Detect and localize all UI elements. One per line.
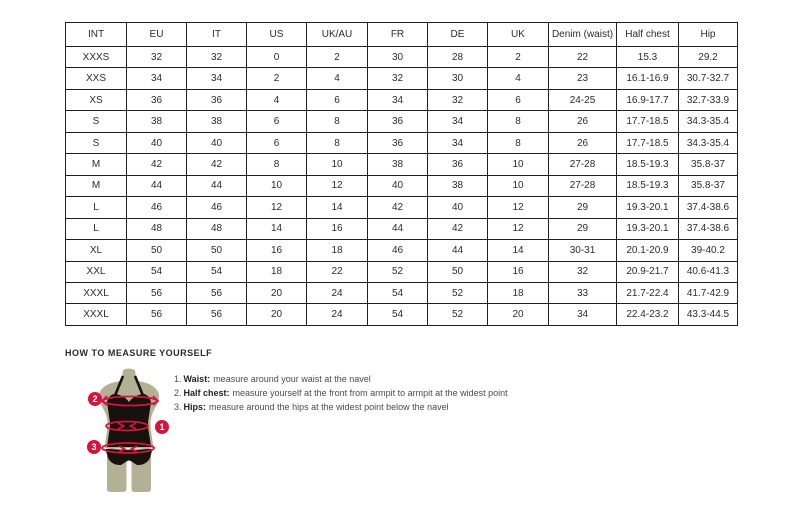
table-cell: 24 <box>307 282 368 303</box>
table-cell: 22 <box>307 261 368 282</box>
table-cell: 17.7-18.5 <box>617 132 679 153</box>
step-number: 2. <box>174 388 182 398</box>
table-row <box>66 261 738 282</box>
step-term: Hips: <box>183 402 207 412</box>
table-cell: 34 <box>127 68 187 89</box>
chest-badge-number: 2 <box>92 394 98 405</box>
table-cell: 18 <box>247 261 307 282</box>
table-cell: 50 <box>127 240 187 261</box>
table-cell: 22.4-23.2 <box>617 304 679 326</box>
table-cell: 0 <box>247 47 307 68</box>
table-row <box>66 47 738 68</box>
table-cell: 52 <box>428 282 488 303</box>
table-cell: 35.8-37 <box>679 154 738 175</box>
table-cell: 20 <box>488 304 549 326</box>
table-cell: S <box>66 111 127 132</box>
table-cell: 14 <box>488 240 549 261</box>
table-cell: 16.9-17.7 <box>617 89 679 110</box>
table-cell: 32.7-33.9 <box>679 89 738 110</box>
hips-badge-number: 3 <box>91 442 97 453</box>
table-cell: 19.3-20.1 <box>617 218 679 239</box>
mannequin-illustration <box>78 366 180 504</box>
table-cell: 23 <box>549 68 617 89</box>
table-cell: 48 <box>127 218 187 239</box>
table-cell: 34 <box>428 111 488 132</box>
step-term: Waist: <box>183 374 211 384</box>
table-cell: 30 <box>368 47 428 68</box>
table-cell: 43.3-44.5 <box>679 304 738 326</box>
table-cell: 24-25 <box>549 89 617 110</box>
table-cell: 19.3-20.1 <box>617 197 679 218</box>
table-cell: 6 <box>307 89 368 110</box>
table-cell: 40 <box>127 132 187 153</box>
table-cell: 17.7-18.5 <box>617 111 679 132</box>
column-header: EU <box>127 23 187 47</box>
table-cell: 40 <box>368 175 428 196</box>
table-cell: 54 <box>368 282 428 303</box>
table-cell: 20.1-20.9 <box>617 240 679 261</box>
measure-step-waist <box>174 375 508 384</box>
hip-seam-line <box>107 448 151 450</box>
table-cell: 27-28 <box>549 175 617 196</box>
table-cell: 6 <box>247 111 307 132</box>
table-cell: 42 <box>428 218 488 239</box>
table-cell: 38 <box>428 175 488 196</box>
table-cell: 42 <box>127 154 187 175</box>
table-cell: 8 <box>307 132 368 153</box>
table-row <box>66 154 738 175</box>
table-cell: 14 <box>247 218 307 239</box>
table-cell: 18.5-19.3 <box>617 175 679 196</box>
table-cell: 10 <box>488 175 549 196</box>
table-cell: 37.4-38.6 <box>679 197 738 218</box>
table-cell: 12 <box>488 197 549 218</box>
table-cell: 56 <box>187 282 247 303</box>
table-cell: 56 <box>127 304 187 326</box>
table-cell: 34 <box>549 304 617 326</box>
table-cell: 29.2 <box>679 47 738 68</box>
measure-step-hips <box>174 403 508 412</box>
column-header: UK <box>488 23 549 47</box>
table-row <box>66 89 738 110</box>
column-header: FR <box>368 23 428 47</box>
measure-step-half-chest <box>174 389 508 398</box>
table-cell: 33 <box>549 282 617 303</box>
table-cell: 26 <box>549 132 617 153</box>
table-cell: 4 <box>247 89 307 110</box>
table-cell: 46 <box>368 240 428 261</box>
table-cell: 26 <box>549 111 617 132</box>
table-cell: 36 <box>127 89 187 110</box>
table-cell: XXS <box>66 68 127 89</box>
table-cell: M <box>66 154 127 175</box>
table-cell: 36 <box>428 154 488 175</box>
table-cell: 20.9-21.7 <box>617 261 679 282</box>
table-cell: 10 <box>247 175 307 196</box>
table-cell: 35.8-37 <box>679 175 738 196</box>
table-cell: XXXL <box>66 282 127 303</box>
table-cell: 12 <box>488 218 549 239</box>
table-cell: 34 <box>187 68 247 89</box>
table-cell: M <box>66 175 127 196</box>
table-body <box>66 47 738 326</box>
table-cell: 27-28 <box>549 154 617 175</box>
table-cell: 8 <box>307 111 368 132</box>
table-cell: 18 <box>488 282 549 303</box>
column-header: Half chest <box>617 23 679 47</box>
table-cell: XXXS <box>66 47 127 68</box>
table-cell: 42 <box>187 154 247 175</box>
table-cell: 50 <box>428 261 488 282</box>
column-header: DE <box>428 23 488 47</box>
table-cell: 32 <box>549 261 617 282</box>
table-cell: 8 <box>488 111 549 132</box>
column-header: Denim (waist) <box>549 23 617 47</box>
table-cell: 46 <box>127 197 187 218</box>
table-cell: 44 <box>127 175 187 196</box>
table-cell: 10 <box>307 154 368 175</box>
column-header: IT <box>187 23 247 47</box>
table-cell: L <box>66 218 127 239</box>
table-cell: 36 <box>368 132 428 153</box>
table-row <box>66 304 738 326</box>
table-cell: 2 <box>247 68 307 89</box>
table-cell: 44 <box>368 218 428 239</box>
table-cell: 52 <box>428 304 488 326</box>
table-cell: 29 <box>549 197 617 218</box>
table-cell: 20 <box>247 304 307 326</box>
step-term: Half chest: <box>183 388 230 398</box>
step-text: measure yourself at the front from armpit to armpit at the widest point <box>232 388 508 398</box>
table-cell: 54 <box>187 261 247 282</box>
table-header-row <box>66 23 738 47</box>
table-cell: 32 <box>187 47 247 68</box>
table-row <box>66 68 738 89</box>
table-cell: S <box>66 132 127 153</box>
table-cell: 16 <box>247 240 307 261</box>
table-cell: 34.3-35.4 <box>679 111 738 132</box>
table-cell: 38 <box>127 111 187 132</box>
table-cell: 29 <box>549 218 617 239</box>
table-row <box>66 240 738 261</box>
table-row <box>66 282 738 303</box>
table-cell: 30-31 <box>549 240 617 261</box>
table-cell: 16 <box>488 261 549 282</box>
table-cell: 54 <box>127 261 187 282</box>
table-cell: XXL <box>66 261 127 282</box>
table-cell: 6 <box>247 132 307 153</box>
column-header: US <box>247 23 307 47</box>
measure-steps <box>174 375 508 417</box>
table-row <box>66 218 738 239</box>
table-cell: 16 <box>307 218 368 239</box>
table-cell: 56 <box>187 304 247 326</box>
table-cell: 38 <box>368 154 428 175</box>
table-cell: 36 <box>187 89 247 110</box>
table-cell: XL <box>66 240 127 261</box>
table-cell: L <box>66 197 127 218</box>
table-cell: 42 <box>368 197 428 218</box>
table-cell: 48 <box>187 218 247 239</box>
table-cell: 8 <box>247 154 307 175</box>
step-text: measure around the hips at the widest point below the navel <box>209 402 449 412</box>
table-cell: 24 <box>307 304 368 326</box>
table-cell: 10 <box>488 154 549 175</box>
table-row <box>66 132 738 153</box>
step-text: measure around your waist at the navel <box>213 374 371 384</box>
table-row <box>66 175 738 196</box>
table-cell: 36 <box>368 111 428 132</box>
table-cell: 21.7-22.4 <box>617 282 679 303</box>
section-title: HOW TO MEASURE YOURSELF <box>65 348 213 358</box>
table-cell: 54 <box>368 304 428 326</box>
table-cell: 56 <box>127 282 187 303</box>
table-cell: 46 <box>187 197 247 218</box>
column-header: INT <box>66 23 127 47</box>
table-cell: 14 <box>307 197 368 218</box>
table-cell: 30 <box>428 68 488 89</box>
waist-badge-number: 1 <box>159 422 165 433</box>
table-row <box>66 197 738 218</box>
table-cell: 20 <box>247 282 307 303</box>
table-cell: 6 <box>488 89 549 110</box>
table-cell: 12 <box>247 197 307 218</box>
table-cell: 32 <box>368 68 428 89</box>
table-cell: 37.4-38.6 <box>679 218 738 239</box>
table-cell: 41.7-42.9 <box>679 282 738 303</box>
table-cell: 28 <box>428 47 488 68</box>
table-header-row <box>66 23 738 47</box>
table-cell: 39-40.2 <box>679 240 738 261</box>
table-cell: 40 <box>187 132 247 153</box>
table-cell: 50 <box>187 240 247 261</box>
table-cell: 8 <box>488 132 549 153</box>
column-header: Hip <box>679 23 738 47</box>
table-cell: 4 <box>488 68 549 89</box>
table-cell: 34.3-35.4 <box>679 132 738 153</box>
table-cell: 34 <box>428 132 488 153</box>
table-cell: 44 <box>187 175 247 196</box>
table-cell: 2 <box>307 47 368 68</box>
table-cell: 22 <box>549 47 617 68</box>
table-cell: 34 <box>368 89 428 110</box>
table-cell: 32 <box>428 89 488 110</box>
column-header: UK/AU <box>307 23 368 47</box>
table-cell: XS <box>66 89 127 110</box>
step-number: 1. <box>174 374 182 384</box>
table-cell: XXXL <box>66 304 127 326</box>
table-cell: 4 <box>307 68 368 89</box>
table-cell: 18 <box>307 240 368 261</box>
table-cell: 16.1-16.9 <box>617 68 679 89</box>
table-cell: 18.5-19.3 <box>617 154 679 175</box>
size-conversion-table <box>65 22 738 326</box>
table-row <box>66 111 738 132</box>
table-cell: 40.6-41.3 <box>679 261 738 282</box>
table-cell: 15.3 <box>617 47 679 68</box>
table-cell: 12 <box>307 175 368 196</box>
table-cell: 44 <box>428 240 488 261</box>
table-cell: 2 <box>488 47 549 68</box>
table-cell: 32 <box>127 47 187 68</box>
measurement-figure <box>78 366 180 504</box>
table-cell: 52 <box>368 261 428 282</box>
table-cell: 30.7-32.7 <box>679 68 738 89</box>
table-cell: 40 <box>428 197 488 218</box>
step-number: 3. <box>174 402 182 412</box>
table-cell: 38 <box>187 111 247 132</box>
